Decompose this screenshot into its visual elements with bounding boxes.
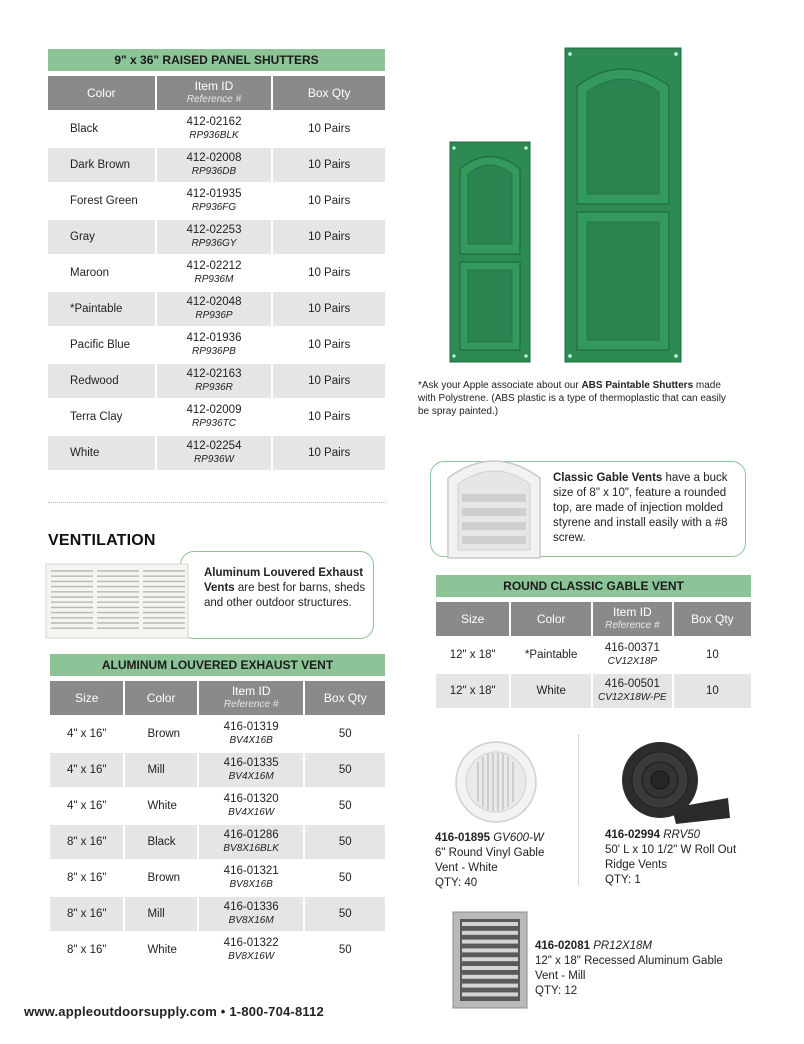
size-cell: 8" x 16" — [50, 933, 123, 969]
paintable-shutter-note: *Ask your Apple associate about our ABS Paintable Shutters made with Polystrene. (ABS plastic is a type of thermoplastic that can easily be spray painted.) — [418, 380, 726, 417]
recessed-gable-vent-image — [452, 911, 528, 1009]
table-row — [50, 933, 385, 969]
box-qty-cell: 50 — [305, 717, 385, 753]
table-row — [50, 825, 385, 861]
col-item-id-header: Item ID Reference # — [157, 76, 272, 112]
table-row — [48, 184, 385, 220]
product-divider — [578, 735, 579, 885]
table-row — [50, 897, 385, 933]
color-cell: Mill — [125, 897, 196, 933]
color-cell: Black — [125, 825, 196, 861]
color-cell: White — [125, 789, 196, 825]
item-id-cell: 412-02254 RP936W — [157, 436, 272, 472]
col-box-qty-header: Box Qty — [674, 602, 751, 638]
box-qty-cell: 10 Pairs — [273, 364, 385, 400]
size-cell: 4" x 16" — [50, 753, 123, 789]
box-qty-cell: 10 — [674, 638, 751, 674]
size-cell: 12" x 18" — [436, 638, 509, 674]
item-id-cell: 416-01335 BV4X16M — [199, 753, 304, 789]
item-id-cell: 412-01936 RP936PB — [157, 328, 272, 364]
color-cell: Black — [48, 112, 155, 148]
item-id-cell: 416-01320 BV4X16W — [199, 789, 304, 825]
col-color-header: Color — [48, 76, 155, 112]
box-qty-cell: 10 Pairs — [273, 220, 385, 256]
item-id-cell: 416-00371 CV12X18P — [593, 638, 672, 674]
ventilation-heading: VENTILATION — [48, 532, 156, 549]
round-gable-table-title: ROUND CLASSIC GABLE VENT — [436, 575, 751, 597]
table-row — [50, 753, 385, 789]
box-qty-cell: 10 Pairs — [273, 292, 385, 328]
louvered-table-title: ALUMINUM LOUVERED EXHAUST VENT — [50, 654, 385, 676]
box-qty-cell: 50 — [305, 861, 385, 897]
box-qty-cell: 10 Pairs — [273, 256, 385, 292]
item-id-cell: 412-02008 RP936DB — [157, 148, 272, 184]
gable-vent-callout-text: Classic Gable Vents have a buck size of 8" x 10", feature a rounded top, are made of injection molded styrene and install easily with a #8 screw. — [553, 472, 728, 544]
color-cell: Redwood — [48, 364, 155, 400]
classic-gable-vent-image — [444, 448, 544, 560]
shutters-table-title: 9" x 36" RAISED PANEL SHUTTERS — [48, 49, 385, 71]
louvered-vent-image — [45, 563, 189, 639]
item-id-cell: 412-02253 RP936GY — [157, 220, 272, 256]
color-cell: Maroon — [48, 256, 155, 292]
color-cell: Brown — [125, 717, 196, 753]
item-id-cell: 416-00501 CV12X18W-PE — [593, 674, 672, 710]
col-box-qty-header: Box Qty — [305, 681, 385, 717]
table-row — [50, 717, 385, 753]
color-cell: Brown — [125, 861, 196, 897]
box-qty-cell: 50 — [305, 933, 385, 969]
item-id-cell: 412-02212 RP936M — [157, 256, 272, 292]
large-shutter — [565, 48, 681, 362]
round-vinyl-vent-info: 416-01895 GV600-W 6" Round Vinyl Gable Vent - White QTY: 40 — [435, 832, 545, 889]
color-cell: White — [48, 436, 155, 472]
color-cell: White — [125, 933, 196, 969]
table-row — [50, 789, 385, 825]
size-cell: 8" x 16" — [50, 861, 123, 897]
section-divider — [48, 502, 386, 503]
size-cell: 4" x 16" — [50, 789, 123, 825]
color-cell: *Paintable — [511, 638, 591, 674]
box-qty-cell: 10 Pairs — [273, 184, 385, 220]
color-cell: Forest Green — [48, 184, 155, 220]
table-row — [48, 364, 385, 400]
recessed-gable-vent-info: 416-02081 PR12X18M 12" x 18" Recessed Aluminum Gable Vent - Mill QTY: 12 — [535, 940, 723, 997]
round-vinyl-vent-image — [452, 740, 540, 824]
table-row — [436, 638, 751, 674]
size-cell: 8" x 16" — [50, 825, 123, 861]
table-row — [48, 292, 385, 328]
item-id-cell: 416-01321 BV8X16B — [199, 861, 304, 897]
box-qty-cell: 50 — [305, 753, 385, 789]
box-qty-cell: 10 — [674, 674, 751, 710]
louvered-table — [48, 681, 387, 969]
color-cell: Mill — [125, 753, 196, 789]
round-gable-table — [434, 602, 753, 710]
table-row — [48, 256, 385, 292]
col-item-id-header: Item ID Reference # — [593, 602, 672, 638]
item-id-cell: 412-02163 RP936R — [157, 364, 272, 400]
table-row — [48, 436, 385, 472]
table-row — [48, 112, 385, 148]
color-cell: Pacific Blue — [48, 328, 155, 364]
color-cell: Dark Brown — [48, 148, 155, 184]
footer-contact: www.appleoutdoorsupply.com • 1-800-704-8112 — [24, 1004, 324, 1019]
box-qty-cell: 50 — [305, 897, 385, 933]
roll-out-ridge-vent-info: 416-02994 RRV50 50' L x 10 1/2" W Roll Out Ridge Vents QTY: 1 — [605, 829, 737, 886]
size-cell: 12" x 18" — [436, 674, 509, 710]
box-qty-cell: 10 Pairs — [273, 436, 385, 472]
box-qty-cell: 10 Pairs — [273, 400, 385, 436]
color-cell: Terra Clay — [48, 400, 155, 436]
size-cell: 8" x 16" — [50, 897, 123, 933]
col-color-header: Color — [125, 681, 196, 717]
shutters-table — [46, 76, 387, 472]
color-cell: Gray — [48, 220, 155, 256]
box-qty-cell: 10 Pairs — [273, 112, 385, 148]
table-row — [48, 328, 385, 364]
item-id-cell: 416-01336 BV8X16M — [199, 897, 304, 933]
box-qty-cell: 50 — [305, 789, 385, 825]
color-cell: White — [511, 674, 591, 710]
item-id-cell: 412-02048 RP936P — [157, 292, 272, 328]
table-row — [436, 674, 751, 710]
small-shutter — [450, 142, 530, 362]
table-row — [48, 148, 385, 184]
item-id-cell: 412-02162 RP936BLK — [157, 112, 272, 148]
box-qty-cell: 50 — [305, 825, 385, 861]
col-box-qty-header: Box Qty — [273, 76, 385, 112]
size-cell: 4" x 16" — [50, 717, 123, 753]
color-cell: *Paintable — [48, 292, 155, 328]
box-qty-cell: 10 Pairs — [273, 148, 385, 184]
item-id-cell: 416-01319 BV4X16B — [199, 717, 304, 753]
box-qty-cell: 10 Pairs — [273, 328, 385, 364]
shutters-image — [440, 44, 690, 366]
item-id-cell: 412-02009 RP936TC — [157, 400, 272, 436]
item-id-cell: 412-01935 RP936FG — [157, 184, 272, 220]
table-row — [48, 220, 385, 256]
table-row — [48, 400, 385, 436]
col-item-id-header: Item ID Reference # — [199, 681, 304, 717]
col-size-header: Size — [50, 681, 123, 717]
louvered-callout-text: Aluminum Louvered Exhaust Vents are best for barns, sheds and other outdoor structures. — [204, 567, 366, 609]
col-color-header: Color — [511, 602, 591, 638]
item-id-cell: 416-01322 BV8X16W — [199, 933, 304, 969]
table-row — [50, 861, 385, 897]
col-size-header: Size — [436, 602, 509, 638]
item-id-cell: 416-01286 BV8X16BLK — [199, 825, 304, 861]
roll-out-ridge-vent-image — [620, 738, 732, 826]
